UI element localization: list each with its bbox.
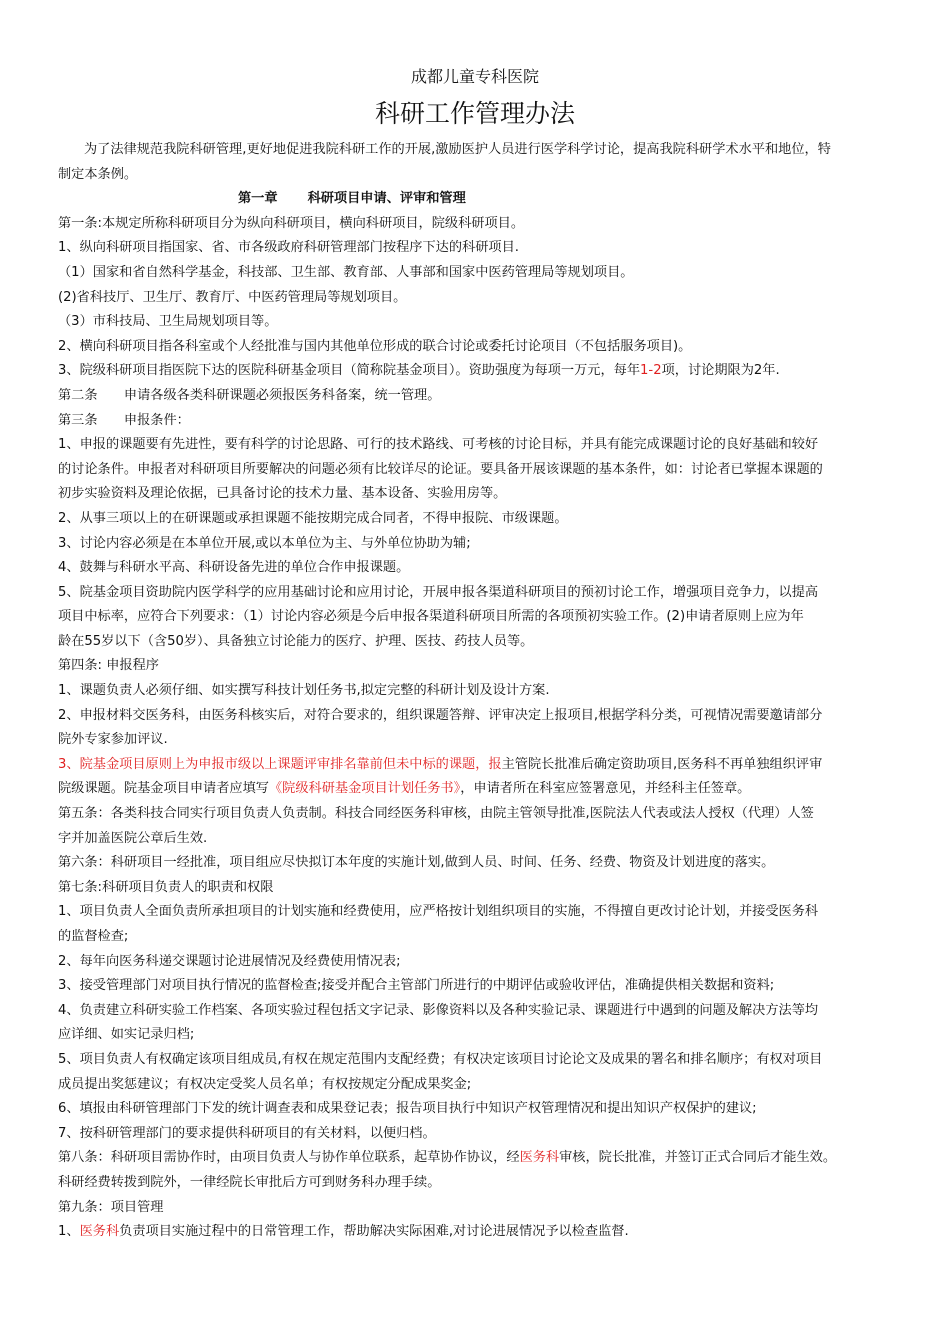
- chapter-title: 科研项目申请、评审和管理: [307, 191, 466, 207]
- article-3-item-5-cont: 项目中标率，应符合下列要求：（1）讨论内容必须是今后申报各渠道科研项目所需的各项预初实验工作。(2)申请者原则上应为年: [58, 609, 804, 625]
- article-4-item-3-cont: [58, 777, 898, 802]
- article-8: [58, 1146, 898, 1171]
- text-segment: 第八条：科研项目需协作时，由项目负责人与协作单位联系，起草协作协议，经: [58, 1150, 520, 1166]
- article-3-item-1-cont: 的讨论条件。申报者对科研项目所要解决的问题必须有比较详尽的论证。要具备开展该课题的基本条件，如：讨论者已掌握本课题的: [58, 461, 823, 477]
- article-7-item-4: 4、负责建立科研实验工作档案、各项实验过程包括文字记录、影像资料以及各种实验记录、课题进行中遇到的问题及解决方法等均: [58, 1002, 819, 1018]
- article-4: 第四条: 申报程序: [58, 658, 159, 674]
- article-3-item-4: 4、鼓舞与科研水平高、科研设备先进的单位合作申报课题。: [58, 560, 410, 576]
- intro-line-1: 为了法律规范我院科研管理,更好地促进我院科研工作的开展,激励医护人员进行医学科学讨论，提高我院科研学术水平和地位，特: [84, 142, 831, 157]
- article-1-subitem-2: (2)省科技厅、卫生厅、教育厅、中医药管理局等规划项目。: [58, 289, 407, 305]
- document-body: [58, 138, 898, 1245]
- article-3-item-5: 5、院基金项目资助院内医学科学的应用基础讨论和应用讨论，开展申报各渠道科研项目的预初讨论工作，增强项目竞争力，以提高: [58, 584, 819, 600]
- article-3-item-3: 3、讨论内容必须是在本单位开展,或以本单位为主、与外单位协助为辅;: [58, 535, 471, 551]
- highlight-count: 1-2: [640, 363, 662, 379]
- document-title: 科研工作管理办法: [374, 99, 575, 128]
- article-3-item-1-cont: 初步实验资料及理论依据，已具备讨论的技术力量、基本设备、实验用房等。: [58, 486, 507, 502]
- article-3-item-2: 2、从事三项以上的在研课题或承担课题不能按期完成合同者，不得申报院、市级课题。: [58, 510, 568, 526]
- article-4-item-1: 1、课题负责人必须仔细、如实撰写科技计划任务书,拟定完整的科研计划及设计方案.: [58, 683, 550, 699]
- text-segment: 主管院长批准后确定资助项目,医务科不再单独组织评审: [501, 756, 823, 772]
- article-7-item-1: 1、项目负责人全面负责所承担项目的计划实施和经费使用，应严格按计划组织项目的实施，不得擅自更改讨论计划，并接受医务科: [58, 904, 819, 920]
- article-7-item-1-cont: 的监督检查;: [58, 929, 129, 944]
- article-7-item-5-cont: 成员提出奖惩建议；有权决定受奖人员名单；有权按规定分配成果奖金;: [58, 1076, 472, 1092]
- article-4-item-2-cont: 院外专家参加评议.: [58, 732, 168, 748]
- chapter-heading: [58, 187, 898, 212]
- article-4-item-3: [58, 753, 898, 778]
- text-segment: ，申请者所在科室应签署意见，并经科主任签章。: [460, 781, 751, 797]
- text-segment: 3、院级科研项目指医院下达的医院科研基金项目（简称院基金项目）。资助强度为每项一万元，每年: [58, 363, 641, 379]
- text-segment: 审核，院长批准，并签订正式合同后才能生效。: [559, 1150, 837, 1166]
- highlight-dept: 医务科: [79, 1224, 120, 1240]
- article-9: 第九条：项目管理: [58, 1199, 164, 1215]
- article-7-item-2: 2、每年向医务科递交课题讨论进展情况及经费使用情况表;: [58, 953, 401, 969]
- intro-line-2: 制定本条例。: [58, 166, 138, 182]
- article-3-item-1: 1、申报的课题要有先进性，要有科学的讨论思路、可行的技术路线、可考核的讨论目标，并具有能完成课题讨论的良好基础和较好: [58, 437, 819, 453]
- article-1-item-3: [58, 359, 898, 384]
- highlight-dept: 医务科: [519, 1150, 560, 1166]
- article-7-item-5: 5、项目负责人有权确定该项目组成员,有权在规定范围内支配经费；有权决定该项目讨论论文及成果的署名和排名顺序；有权对项目: [58, 1051, 823, 1067]
- text-segment: 院级课题。院基金项目申请者应填写: [58, 781, 269, 797]
- article-7-item-3: 3、接受管理部门对项目执行情况的监督检查;接受并配合主管部门所进行的中期评估或验收评估，准确提供相关数据和资料;: [58, 978, 775, 994]
- article-9-item-1: [58, 1220, 898, 1245]
- text-segment: 1、: [58, 1224, 80, 1240]
- article-1-subitem-1: （1）国家和省自然科学基金，科技部、卫生部、教育部、人事部和国家中医药管理局等规划项目。: [58, 264, 634, 280]
- article-8-cont: 科研经费转拨到院外，一律经院长审批后方可到财务科办理手续。: [58, 1174, 441, 1190]
- article-1-item-2: 2、横向科研项目指各科室或个人经批准与国内其他单位形成的联合讨论或委托讨论项目（不包括服务项目)。: [58, 338, 692, 354]
- article-5-cont: 字并加盖医院公章后生效.: [58, 830, 208, 846]
- article-3-item-5-cont: 龄在55岁以下（含50岁）、具备独立讨论能力的医疗、护理、医技、药技人员等。: [58, 633, 534, 649]
- article-5: 第五条：各类科技合同实行项目负责人负责制。科技合同经医务科审核，由院主管领导批准,医院法人代表或法人授权（代理）人签: [58, 806, 814, 822]
- article-7-item-6: 6、填报由科研管理部门下发的统计调查表和成果登记表；报告项目执行中知识产权管理情况和提出知识产权保护的建议;: [58, 1101, 757, 1117]
- text-segment: 负责项目实施过程中的日常管理工作，帮助解决实际困难,对讨论进展情况予以检查监督.: [119, 1224, 629, 1240]
- article-1-subitem-3: （3）市科技局、卫生局规划项目等。: [58, 314, 278, 330]
- article-1: 第一条:本规定所称科研项目分为纵向科研项目，横向科研项目，院级科研项目。: [58, 215, 525, 231]
- article-3: 第三条 申报条件：: [58, 412, 190, 428]
- article-2: 第二条 申请各级各类科研课题必须报医务科备案，统一管理。: [58, 387, 441, 403]
- highlight-text: 3、院基金项目原则上为申报市级以上课题评审排名靠前但未中标的课题，报: [58, 756, 502, 772]
- article-4-item-2: 2、申报材料交医务科，由医务科核实后，对符合要求的，组织课题答辩、评审决定上报项目,根据学科分类，可视情况需要邀请部分: [58, 707, 823, 723]
- article-6: 第六条：科研项目一经批准，项目组应尽快拟订本年度的实施计划,做到人员、时间、任务、经费、物资及计划进度的落实。: [58, 855, 775, 871]
- article-1-item-1: 1、纵向科研项目指国家、省、市各级政府科研管理部门按程序下达的科研项目.: [58, 240, 519, 256]
- article-7: 第七条:科研项目负责人的职责和权限: [58, 879, 274, 895]
- article-7-item-4-cont: 应详细、如实记录归档;: [58, 1027, 195, 1043]
- article-7-item-7: 7、按科研管理部门的要求提供科研项目的有关材料，以便归档。: [58, 1125, 436, 1141]
- highlight-form-name: 《院级科研基金项目计划任务书》: [269, 781, 461, 797]
- text-segment: 项，讨论期限为2年.: [661, 363, 780, 379]
- chapter-number: 第一章: [238, 191, 278, 207]
- institution-name: 成都儿童专科医院: [410, 67, 539, 86]
